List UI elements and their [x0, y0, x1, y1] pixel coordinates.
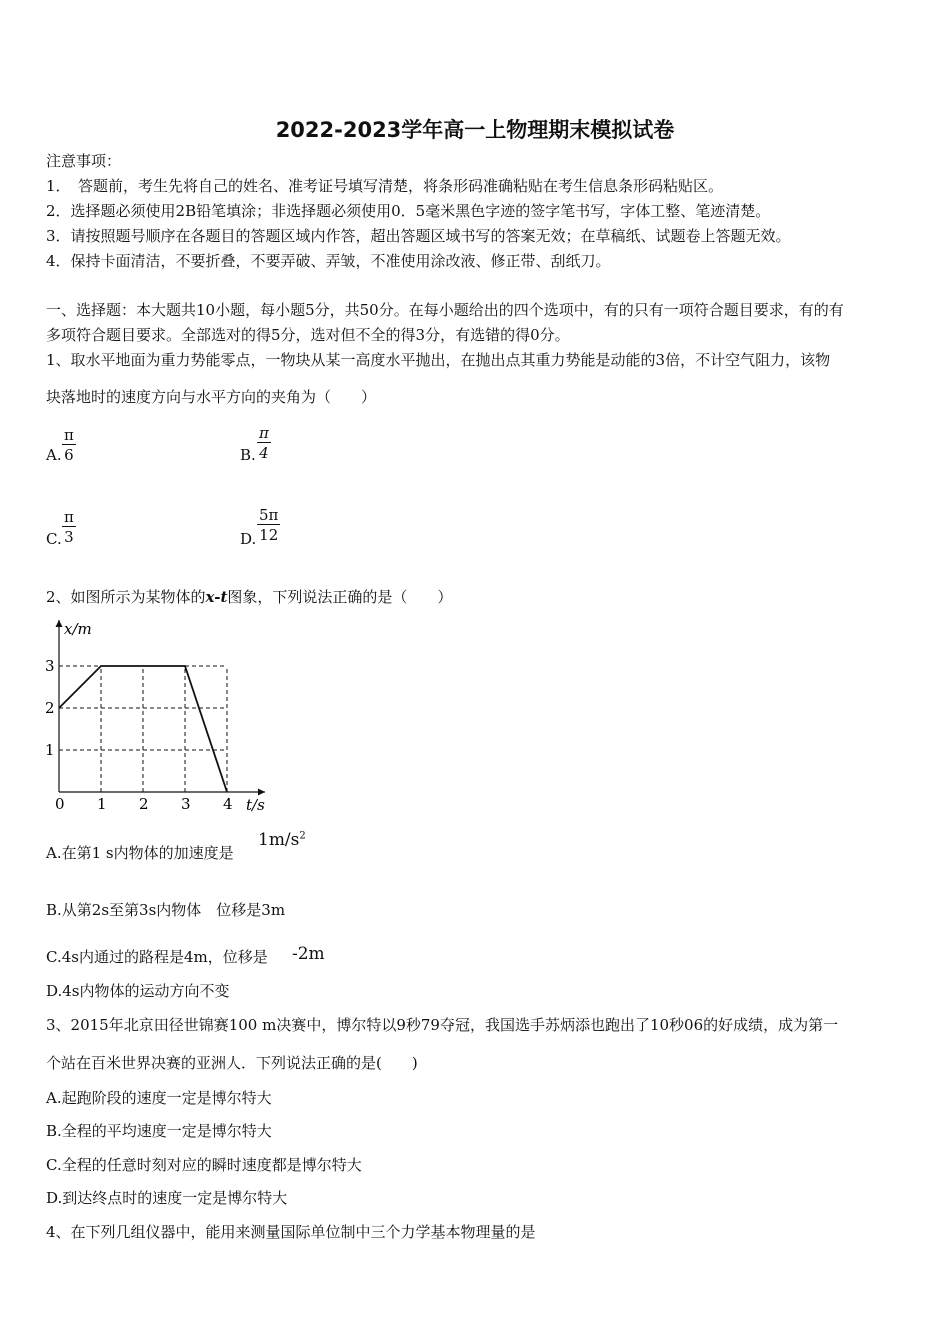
x-tick-label: 4 [223, 795, 233, 813]
section-instructions-line-1: 一、选择题：本大题共10小题，每小题5分，共50分。在每小题给出的四个选项中，有的只有一项符合题目要求，有的有 [46, 301, 844, 319]
notice-item-4: 4．保持卡面清洁，不要折叠，不要弄破、弄皱，不准使用涂改液、修正带、刮纸刀。 [46, 252, 611, 270]
q2-option-d[interactable]: D.4s内物体的运动方向不变 [46, 982, 230, 1000]
q1-option-d-label[interactable]: D. [240, 530, 257, 548]
question-3-stem-line-1: 3、2015年北京田径世锦赛100 m决赛中，博尔特以9秒79夺冠，我国选手苏炳添也跑出了10秒06的好成绩，成为第一 [46, 1016, 839, 1034]
q1-option-a-denominator: 6 [64, 446, 74, 464]
q2-option-c[interactable] [46, 946, 268, 968]
graph-grid [59, 666, 227, 792]
question-1-stem-line-2: 块落地时的速度方向与水平方向的夹角为（ ） [46, 388, 377, 406]
q1-option-a-fraction [62, 426, 76, 465]
question-2-stem-variable: x-t [205, 588, 228, 606]
q3-option-a[interactable]: A.起跑阶段的速度一定是博尔特大 [46, 1089, 272, 1107]
question-1-stem-line-1: 1、取水平地面为重力势能零点，一物块从某一高度水平抛出，在抛出点其重力势能是动能的3倍，不计空气阻力，该物 [46, 351, 831, 369]
q1-option-d-fraction [257, 506, 280, 545]
question-4-stem: 4、在下列几组仪器中，能用来测量国际单位制中三个力学基本物理量的是 [46, 1223, 536, 1241]
y-tick-label: 3 [45, 657, 55, 675]
q3-option-d[interactable]: D.到达终点时的速度一定是博尔特大 [46, 1189, 288, 1207]
x-tick-label: 1 [97, 795, 107, 813]
x-axis-label: t/s [246, 796, 265, 814]
notice-item-1: 1． 答题前，考生先将自己的姓名、准考证号填写清楚，将条形码准确粘贴在考生信息条形码粘贴区。 [46, 177, 724, 195]
q1-option-b-fraction [257, 424, 271, 463]
x-tick-label: 3 [181, 795, 191, 813]
page-title: 2022-2023学年高一上物理期末模拟试卷 [275, 118, 675, 142]
notice-item-2: 2．选择题必须使用2B铅笔填涂；非选择题必须使用0．5毫米黑色字迹的签字笔书写，字体工整、笔迹清楚。 [46, 202, 771, 220]
graph-ticks [45, 657, 233, 813]
q2-option-a-unit-exponent: 2 [299, 830, 306, 842]
q1-option-a-label[interactable]: A. [46, 446, 62, 464]
q2-option-c-text: C.4s内通过的路程是4m，位移是 [46, 948, 268, 966]
xt-graph [40, 612, 280, 822]
q2-option-a-text: A.在第1 s内物体的加速度是 [46, 844, 234, 862]
q2-option-b[interactable]: B.从第2s至第3s内物体 位移是3m [46, 901, 286, 919]
section-instructions-line-2: 多项符合题目要求。全部选对的得5分，选对但不全的得3分，有选错的得0分。 [46, 326, 570, 344]
q1-option-c-numerator: π [64, 508, 74, 526]
q2-option-a[interactable] [46, 842, 234, 864]
q1-option-c-label[interactable]: C. [46, 530, 62, 548]
q1-option-c-fraction [62, 508, 76, 547]
q3-option-b[interactable]: B.全程的平均速度一定是博尔特大 [46, 1122, 272, 1140]
notice-item-3: 3．请按照题号顺序在各题目的答题区域内作答，超出答题区域书写的答案无效；在草稿纸、试题卷上答题无效。 [46, 227, 791, 245]
y-tick-label: 2 [45, 699, 55, 717]
q2-option-a-unit [258, 830, 306, 850]
q1-option-b-denominator: 4 [259, 444, 269, 462]
q1-option-d-numerator: 5π [259, 506, 279, 524]
q2-option-a-unit-base: 1m/s [258, 830, 300, 850]
question-2-stem-post: 图象，下列说法正确的是（ ） [227, 588, 453, 606]
question-3-stem-line-2: 个站在百米世界决赛的亚洲人．下列说法正确的是( ) [46, 1054, 418, 1072]
question-2-stem-pre: 2、如图所示为某物体的 [46, 588, 206, 606]
y-axis-label: x/m [64, 620, 92, 638]
x-tick-label: 0 [55, 795, 65, 813]
q3-option-c[interactable]: C.全程的任意时刻对应的瞬时速度都是博尔特大 [46, 1156, 362, 1174]
q2-option-c-value: -2m [292, 944, 325, 964]
x-tick-label: 2 [139, 795, 149, 813]
q1-option-d-denominator: 12 [259, 526, 279, 544]
q1-option-c-denominator: 3 [64, 528, 74, 546]
q1-option-b-label[interactable]: B. [240, 446, 256, 464]
question-2-stem [46, 586, 452, 608]
y-tick-label: 1 [45, 741, 55, 759]
q1-option-a-numerator: π [64, 426, 74, 444]
q1-option-b-numerator: π [259, 424, 269, 442]
notice-heading: 注意事项： [46, 152, 122, 170]
